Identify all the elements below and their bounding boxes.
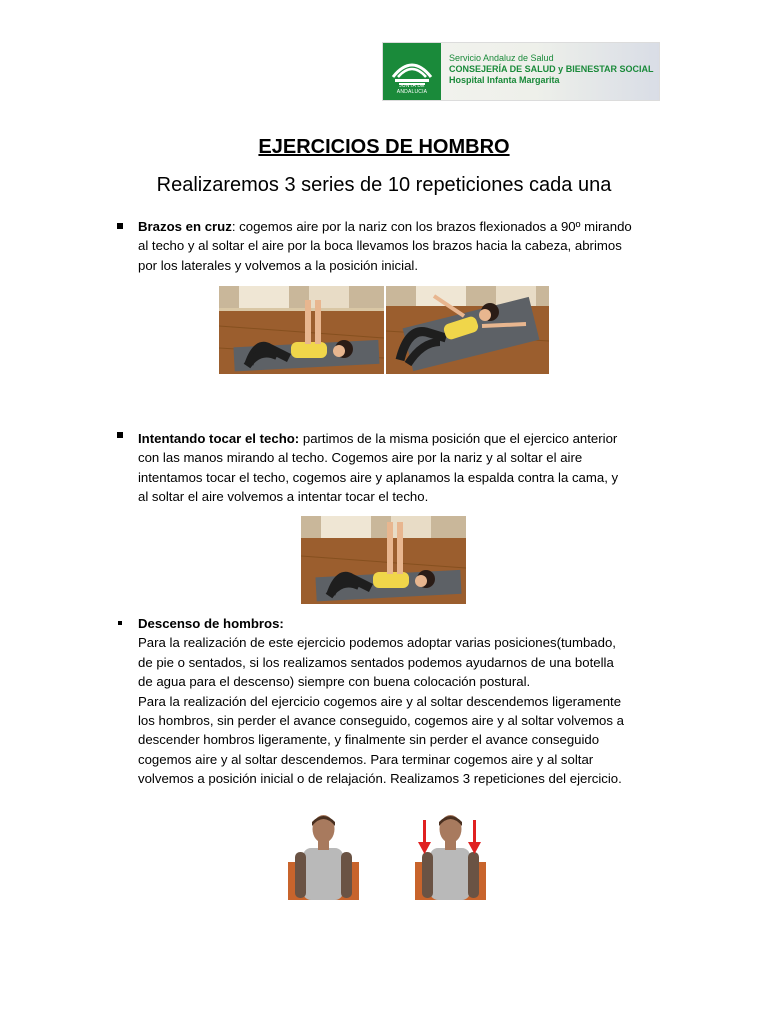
exercise-3-p1-l1: Para la realización de este ejercicio podemos adoptar varias posiciones(tumbado, — [138, 635, 616, 651]
exercise-3-p2-l2: los hombros, sin perder el avance conseguido, cogemos aire y al soltar volvemos a — [138, 713, 624, 729]
junta-logo-icon — [383, 43, 441, 100]
bullet-icon — [118, 621, 122, 625]
exercise-3-title: Descenso de hombros: — [138, 616, 284, 631]
exercise-3-p2-l3: descender hombros ligeramente, y finalmente sin perder el avance conseguido — [138, 732, 600, 748]
logo-line-1: Servicio Andaluz de Salud — [449, 53, 554, 63]
bullet-icon — [117, 223, 123, 229]
exercise-2-line-2: con las manos mirando al techo. Cogemos aire por la nariz y al soltar el aire — [138, 450, 583, 466]
exercise-3-p2-l4: cogemos aire y al soltar descendemos. Para terminar cogemos aire y al soltar — [138, 751, 594, 767]
bullet-icon — [117, 432, 123, 438]
logo-line-2: CONSEJERÍA DE SALUD y BIENESTAR SOCIAL — [449, 64, 654, 74]
exercise-2-line-3: intentamos tocar el techo, cogemos aire y aplanamos la espalda contra la cama, y — [138, 469, 619, 485]
document-title: EJERCICIOS DE HOMBRO — [258, 136, 510, 158]
down-arrow-icon — [468, 820, 481, 854]
exercise-2-line-1 — [138, 429, 658, 448]
exercise-3-text — [138, 614, 658, 789]
exercise-1-line-1 — [138, 217, 658, 236]
exercise-2-photo — [301, 516, 466, 604]
exercise-3-p1-l3: de agua para el descenso) siempre con buena colocación postural. — [138, 674, 531, 690]
exercise-2-line-4: al soltar el aire volvemos a intentar tocar el techo. — [138, 489, 429, 505]
exercise-3-p2-l1: Para la realización del ejercicio cogemos aire y al soltar descendemos ligeramente — [138, 693, 622, 709]
hospital-logo-banner — [382, 42, 660, 101]
exercise-2-text-l1: partimos de la misma posición que el ejercico anterior — [299, 431, 618, 446]
exercise-2-name: Intentando tocar el techo: — [138, 431, 300, 446]
logo-caption: JUNTA DE ANDALUCIA — [396, 83, 428, 95]
exercise-1-text-l1: : cogemos aire por la nariz con los brazos flexionados a 90º mirando — [231, 219, 632, 234]
shoulder-figure-descending — [413, 812, 488, 902]
exercise-1-line-3: por los laterales y volvemos a la posición inicial. — [138, 257, 418, 273]
exercise-1-photo-open — [386, 286, 549, 374]
exercise-3-p2-l5: volvemos a posición inicial o de relajación. Realizamos 3 repeticiones del ejercicio. — [138, 771, 622, 787]
shoulder-figure-relaxed — [286, 812, 361, 902]
exercise-1-text — [138, 217, 658, 275]
down-arrow-icon — [418, 820, 431, 854]
exercise-1-photo-start — [219, 286, 384, 374]
logo-line-3: Hospital Infanta Margarita — [449, 75, 560, 85]
document-subtitle: Realizaremos 3 series de 10 repeticiones cada una — [156, 174, 612, 196]
logo-text — [449, 53, 654, 86]
exercise-1-name: Brazos en cruz — [138, 219, 232, 234]
exercise-3-p1-l2: de pie o sentados, si los realizamos sentados podemos ayudarnos de una botella — [138, 654, 614, 670]
exercise-1-line-2: al techo y al soltar el aire por la boca llevamos los brazos hacia la cabeza, abrimos — [138, 238, 622, 254]
exercise-3-name — [138, 614, 658, 633]
exercise-2-text — [138, 429, 658, 507]
